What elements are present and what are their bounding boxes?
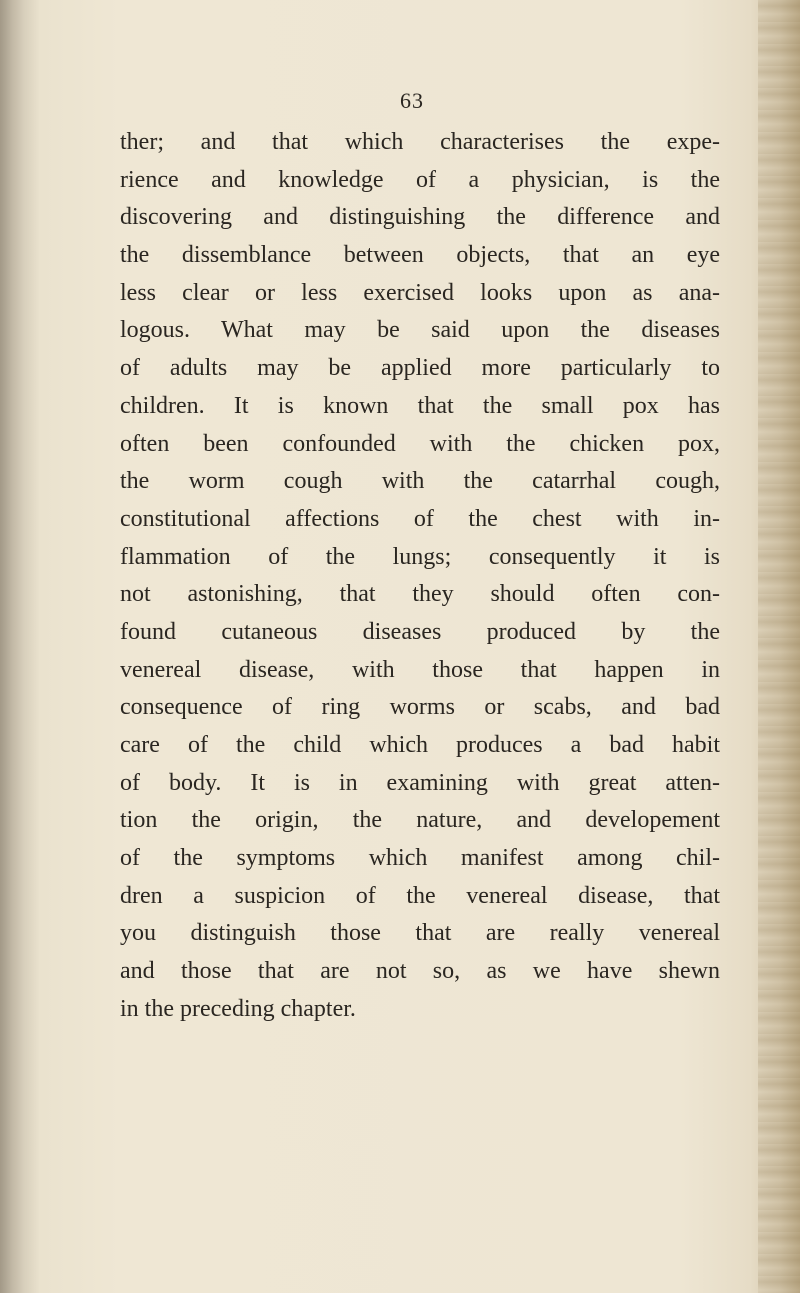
text-line: you distinguish those that are really venereal: [120, 920, 720, 947]
text-line: found cutaneous diseases produced by the: [120, 618, 720, 645]
text-line: and those that are not so, as we have shewn: [120, 958, 720, 985]
page-edge-stain: [758, 0, 800, 1293]
text-line: dren a suspicion of the venereal disease, that: [120, 882, 720, 909]
text-line: children. It is known that the small pox has: [120, 392, 720, 419]
text-line: flammation of the lungs; consequently it is: [120, 543, 720, 570]
text-line: the dissemblance between objects, that an eye: [120, 242, 720, 269]
text-line: logous. What may be said upon the diseases: [120, 317, 720, 344]
text-line: less clear or less exercised looks upon as ana-: [120, 279, 720, 306]
text-line: of adults may be applied more particularly to: [120, 355, 720, 382]
text-line: discovering and distinguishing the difference and: [120, 204, 720, 231]
text-line: of body. It is in examining with great atten-: [120, 769, 720, 796]
text-line: care of the child which produces a bad habit: [120, 732, 720, 758]
text-line: constitutional affections of the chest with in-: [120, 505, 720, 532]
text-line: the worm cough with the catarrhal cough,: [120, 468, 720, 495]
text-line: consequence of ring worms or scabs, and bad: [120, 694, 720, 721]
binding-gutter-shadow: [0, 0, 40, 1293]
text-line: not astonishing, that they should often con-: [120, 581, 720, 608]
text-line: tion the origin, the nature, and developement: [120, 807, 720, 834]
text-line: venereal disease, with those that happen in: [120, 656, 720, 683]
text-line: of the symptoms which manifest among chil-: [120, 845, 720, 872]
text-line: in the preceding chapter.: [120, 995, 356, 1022]
text-line: rience and knowledge of a physician, is the: [120, 166, 720, 193]
body-paragraph: [120, 124, 720, 1029]
page-number: 63: [400, 88, 424, 113]
text-line: often been confounded with the chicken pox,: [120, 430, 720, 457]
text-line: ther; and that which characterises the expe-: [120, 129, 720, 155]
